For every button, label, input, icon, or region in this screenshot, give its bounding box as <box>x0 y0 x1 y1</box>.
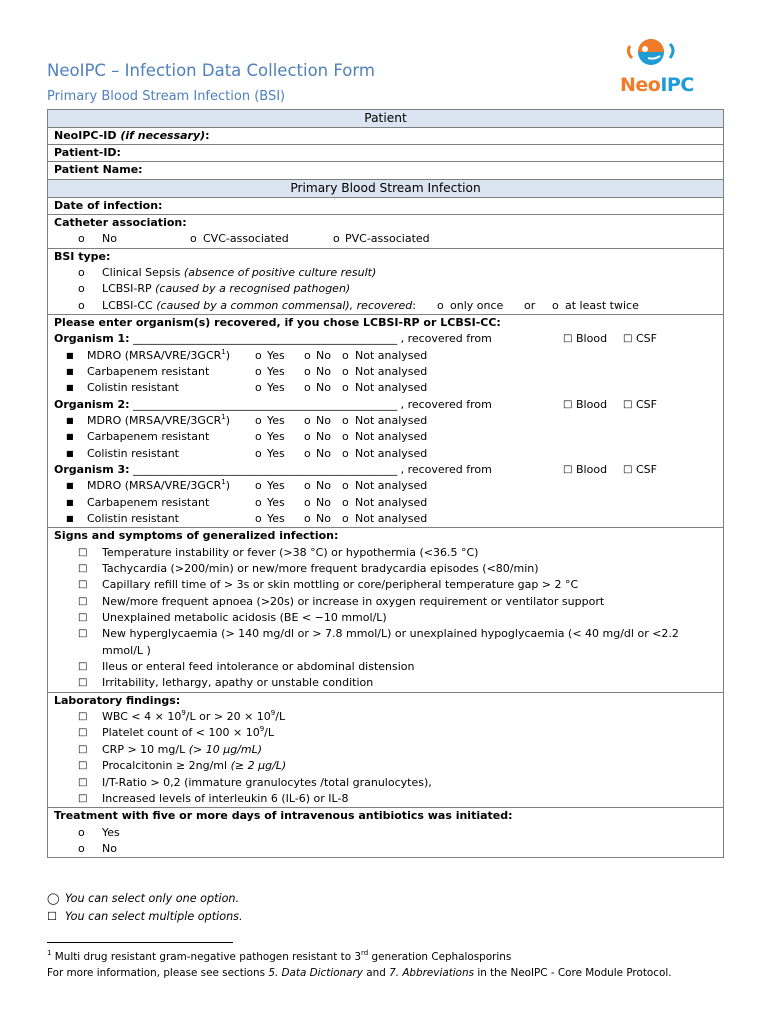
marker-yes[interactable]: Yes <box>267 446 285 460</box>
organism-label: Organism 2: <box>54 397 130 411</box>
checkbox-icon[interactable]: □ <box>78 677 88 689</box>
radio-icon: o <box>78 282 85 296</box>
checkbox-icon[interactable]: □ <box>623 463 633 475</box>
marker-label: Carbapenem resistant <box>87 364 210 378</box>
legend <box>47 890 243 925</box>
organism-row[interactable] <box>54 397 717 413</box>
lab-wbc[interactable]: □ WBC < $4 \times 10^9/L$ or > $20 \times 10^9/L$ <box>54 709 717 725</box>
checkbox-icon[interactable]: □ <box>563 463 573 475</box>
radio-icon[interactable]: o <box>255 348 262 362</box>
bsi-type-label: BSI type: <box>54 249 111 263</box>
organism-input[interactable]: ________________________________________________ <box>133 397 398 411</box>
organisms-instruction: Please enter organism(s) recovered, if you chose LCBSI-RP or LCBSI-CC: <box>54 315 501 329</box>
csf-option[interactable]: CSF <box>636 332 657 346</box>
footnote-1: $^1$ Multi drug resistant gram-negative pathogen resistant to 3rd generation Cephalosporins <box>47 949 512 963</box>
sign-item[interactable]: □ Tachycardia (>200/min) or new/more frequent bradycardia episodes (<80/min) <box>54 561 717 577</box>
radio-icon[interactable]: o <box>304 446 311 460</box>
organism-input[interactable]: ________________________________________________ <box>133 332 398 346</box>
marker-no[interactable]: No <box>316 512 331 525</box>
bullet-icon: ■ <box>66 350 74 360</box>
catheter-no[interactable]: No <box>102 232 117 246</box>
bullet-icon: ■ <box>66 448 74 458</box>
recovered-from-label: , recovered from <box>400 462 492 476</box>
radio-icon[interactable]: o <box>304 381 311 395</box>
marker-yes[interactable]: Yes <box>267 495 285 509</box>
marker-label: Colistin resistant <box>87 381 179 395</box>
bsi-type-cc[interactable]: o LCBSI-CC (caused by a common commensal), recovered: o only once or o at least twice <box>54 298 717 314</box>
legend-checkbox: ☐ You can select multiple options. <box>47 908 243 926</box>
bullet-icon: ■ <box>66 366 74 376</box>
bsi-type-sepsis[interactable]: o Clinical Sepsis (absence of positive culture result) <box>54 265 717 281</box>
sign-item[interactable]: □ Ileus or enteral feed intolerance or abdominal distension <box>54 659 717 675</box>
organism-label: Organism 3: <box>54 462 130 476</box>
resistance-marker-row <box>54 364 717 380</box>
infection-form <box>47 109 724 858</box>
lab-block <box>48 693 723 808</box>
lab-platelet[interactable]: □ Platelet count of < $100 \times 10^9/L$ <box>54 725 717 741</box>
radio-icon[interactable]: o <box>342 430 349 444</box>
checkbox-icon: □ <box>78 792 88 804</box>
marker-no[interactable]: No <box>316 495 331 509</box>
radio-icon[interactable]: o <box>255 479 262 493</box>
marker-yes[interactable]: Yes <box>267 381 285 395</box>
marker-yes[interactable]: Yes <box>267 430 285 444</box>
sign-item[interactable]: □ Temperature instability or fever (>38 °C) or hypothermia (<36.5 °C) <box>54 545 717 561</box>
marker-yes[interactable]: Yes <box>267 348 285 362</box>
marker-label: Colistin resistant <box>87 446 179 460</box>
blood-option[interactable]: Blood <box>576 462 608 476</box>
bsi-section-header: Primary Blood Stream Infection <box>48 180 723 198</box>
lab-pct[interactable]: □ Procalcitonin ≥ 2ng/ml (≥ 2 µg/L) <box>54 758 717 774</box>
radio-icon[interactable]: o <box>304 512 311 525</box>
treatment-yes[interactable]: o Yes <box>54 825 717 841</box>
patient-section-header: Patient <box>48 110 723 128</box>
bullet-icon: ■ <box>66 432 74 442</box>
marker-not-analysed[interactable]: Not analysed <box>355 512 428 525</box>
radio-icon[interactable]: o <box>78 232 85 246</box>
marker-no[interactable]: No <box>316 348 331 362</box>
radio-icon[interactable]: o <box>255 446 262 460</box>
lab-it-ratio[interactable]: □ I/T-Ratio > 0,2 (immature granulocytes /total granulocytes), <box>54 775 717 791</box>
marker-not-analysed[interactable]: Not analysed <box>355 446 428 460</box>
sign-item[interactable]: □ Unexplained metabolic acidosis (BE < −10 mmol/L) <box>54 610 717 626</box>
organism-label: Organism 1: <box>54 332 130 346</box>
organism-row[interactable] <box>54 462 717 478</box>
radio-icon[interactable]: o <box>342 364 349 378</box>
bsi-type-rp[interactable]: o LCBSI-RP (caused by a recognised pathogen) <box>54 281 717 297</box>
marker-label: Carbapenem resistant <box>87 495 210 509</box>
marker-label: Carbapenem resistant <box>87 430 210 444</box>
marker-yes[interactable]: Yes <box>267 512 285 525</box>
radio-icon[interactable]: o <box>190 232 197 246</box>
signs-block <box>48 528 723 692</box>
bullet-icon: ■ <box>66 497 74 507</box>
checkbox-icon[interactable]: □ <box>623 398 633 410</box>
radio-icon[interactable]: o <box>304 495 311 509</box>
checkbox-icon[interactable]: □ <box>78 612 88 624</box>
radio-icon[interactable]: o <box>437 298 444 312</box>
radio-icon[interactable]: o <box>333 232 340 246</box>
cc-or: or <box>524 298 536 312</box>
checkbox-icon: □ <box>78 760 88 772</box>
checkbox-icon: □ <box>78 727 88 739</box>
checkbox-icon[interactable]: □ <box>563 333 573 345</box>
resistance-marker-row <box>54 446 717 462</box>
checkbox-icon[interactable]: □ <box>78 546 88 558</box>
blood-option[interactable]: Blood <box>576 332 608 346</box>
checkbox-icon[interactable]: □ <box>78 595 88 607</box>
radio-icon[interactable]: o <box>255 512 262 525</box>
radio-icon[interactable]: o <box>304 479 311 493</box>
checkbox-icon[interactable]: □ <box>78 628 88 640</box>
logo-neo: Neo <box>620 74 661 96</box>
radio-icon[interactable]: o <box>342 348 349 362</box>
legend-radio: ◯ You can select only one option. <box>47 890 243 908</box>
cc-only-once[interactable]: only once <box>450 298 504 312</box>
recovered-from-label: , recovered from <box>400 332 492 346</box>
checkbox-icon[interactable]: □ <box>563 398 573 410</box>
marker-no[interactable]: No <box>316 430 331 444</box>
radio-legend-icon: ◯ <box>47 892 60 905</box>
marker-no[interactable]: No <box>316 381 331 395</box>
catheter-cvc[interactable]: CVC-associated <box>203 232 289 246</box>
more-info: For more information, please see sections 5. Data Dictionary and 7. Abbreviations in the NeoIPC - Core Module Protocol. <box>47 967 672 979</box>
recovered-from-label: , recovered from <box>400 397 492 411</box>
footnote-divider <box>47 942 233 943</box>
treatment-no[interactable]: o No <box>54 841 717 857</box>
radio-icon[interactable]: o <box>304 413 311 427</box>
radio-icon[interactable]: o <box>552 298 559 312</box>
patient-name-field[interactable]: Patient Name: <box>48 162 723 179</box>
lab-crp[interactable]: □ CRP > 10 mg/L (> 10 µg/mL) <box>54 742 717 758</box>
bsi-type <box>48 249 723 315</box>
resistance-marker-row <box>54 478 717 494</box>
logo-ipc: IPC <box>660 74 694 96</box>
radio-icon[interactable]: o <box>342 381 349 395</box>
radio-icon: o <box>78 825 85 839</box>
checkbox-icon[interactable]: □ <box>78 579 88 591</box>
neoipc-id-field[interactable]: NeoIPC-ID (if necessary): <box>48 128 723 145</box>
form-subtitle: Primary Blood Stream Infection (BSI) <box>47 89 286 104</box>
organisms-block <box>48 315 723 528</box>
signs-heading: Signs and symptoms of generalized infection: <box>54 529 339 543</box>
marker-yes[interactable]: Yes <box>267 479 285 493</box>
radio-icon: o <box>78 298 85 312</box>
radio-icon[interactable]: o <box>342 512 349 525</box>
marker-label: MDRO (MRSA/VRE/3GCR$^1$) <box>87 478 231 493</box>
radio-icon[interactable]: o <box>255 430 262 444</box>
radio-icon[interactable]: o <box>342 446 349 460</box>
marker-not-analysed[interactable]: Not analysed <box>355 479 428 493</box>
csf-option[interactable]: CSF <box>636 397 657 411</box>
patient-id-field[interactable]: Patient-ID: <box>48 145 723 162</box>
footnotes <box>47 949 672 981</box>
checkbox-icon: □ <box>78 776 88 788</box>
logo-wordmark <box>620 74 694 96</box>
bullet-icon: ■ <box>66 514 74 523</box>
radio-icon[interactable]: o <box>304 430 311 444</box>
lab-interleukin[interactable]: □ Increased levels of interleukin 6 (IL-6) or IL-8 <box>54 791 717 807</box>
catheter-pvc[interactable]: PVC-associated <box>345 232 430 246</box>
date-of-infection-field[interactable]: Date of infection: <box>48 198 723 215</box>
marker-yes[interactable]: Yes <box>267 364 285 378</box>
catheter-options <box>54 231 717 247</box>
marker-not-analysed[interactable]: Not analysed <box>355 364 428 378</box>
resistance-marker-row <box>54 413 717 429</box>
sign-item-continuation: mmol/L ) <box>102 643 151 657</box>
checkbox-icon: □ <box>78 711 88 723</box>
form-title: NeoIPC – Infection Data Collection Form <box>47 61 375 80</box>
cc-at-least-twice[interactable]: at least twice <box>565 298 639 312</box>
radio-icon[interactable]: o <box>342 479 349 493</box>
organism-row[interactable] <box>54 331 717 347</box>
marker-not-analysed[interactable]: Not analysed <box>355 430 428 444</box>
marker-yes[interactable]: Yes <box>267 413 285 427</box>
marker-not-analysed[interactable]: Not analysed <box>355 381 428 395</box>
marker-no[interactable]: No <box>316 364 331 378</box>
bullet-icon: ■ <box>66 383 74 393</box>
sign-item[interactable]: □ New hyperglycaemia (> 140 mg/dl or > 7.8 mmol/L) or unexplained hypoglycaemia (< 40 mg/dl or <2.2 <box>54 626 717 642</box>
marker-label: MDRO (MRSA/VRE/3GCR$^1$) <box>87 347 231 362</box>
radio-icon[interactable]: o <box>255 381 262 395</box>
marker-label: Colistin resistant <box>87 512 179 525</box>
radio-icon[interactable]: o <box>255 364 262 378</box>
checkbox-icon: □ <box>78 743 88 755</box>
treatment-block <box>48 808 723 857</box>
resistance-marker-row <box>54 348 717 364</box>
radio-icon: o <box>78 841 85 855</box>
checkbox-icon[interactable]: □ <box>623 333 633 345</box>
marker-not-analysed[interactable]: Not analysed <box>355 413 428 427</box>
radio-icon[interactable]: o <box>342 495 349 509</box>
marker-no[interactable]: No <box>316 413 331 427</box>
resistance-marker-row <box>54 429 717 445</box>
catheter-label: Catheter association: <box>54 215 187 229</box>
sign-item[interactable]: □ Capillary refill time of > 3s or skin mottling or core/peripheral temperature gap > 2 °C <box>54 577 717 593</box>
marker-no[interactable]: No <box>316 446 331 460</box>
radio-icon[interactable]: o <box>255 413 262 427</box>
resistance-marker-row <box>54 511 717 527</box>
sign-item[interactable]: □ New/more frequent apnoea (>20s) or increase in oxygen requirement or ventilator support <box>54 594 717 610</box>
resistance-marker-row <box>54 495 717 511</box>
marker-label: MDRO (MRSA/VRE/3GCR$^1$) <box>87 412 231 427</box>
bullet-icon: ■ <box>66 415 74 425</box>
radio-icon[interactable]: o <box>342 413 349 427</box>
sign-item[interactable]: □ Irritability, lethargy, apathy or unstable condition <box>54 675 717 691</box>
bullet-icon: ■ <box>66 481 74 491</box>
marker-not-analysed[interactable]: Not analysed <box>355 495 428 509</box>
checkbox-legend-icon: ☐ <box>47 909 58 923</box>
checkbox-icon[interactable]: □ <box>78 661 88 673</box>
resistance-marker-row <box>54 380 717 396</box>
radio-icon[interactable]: o <box>304 364 311 378</box>
marker-no[interactable]: No <box>316 479 331 493</box>
catheter-association <box>48 215 723 249</box>
treatment-heading: Treatment with five or more days of intravenous antibiotics was initiated: <box>54 809 513 823</box>
radio-icon[interactable]: o <box>255 495 262 509</box>
csf-option[interactable]: CSF <box>636 462 657 476</box>
blood-option[interactable]: Blood <box>576 397 608 411</box>
checkbox-icon[interactable]: □ <box>78 563 88 575</box>
marker-not-analysed[interactable]: Not analysed <box>355 348 428 362</box>
radio-icon: o <box>78 265 85 279</box>
radio-icon[interactable]: o <box>304 348 311 362</box>
organism-input[interactable]: ________________________________________________ <box>133 462 398 476</box>
lab-heading: Laboratory findings: <box>54 693 181 707</box>
